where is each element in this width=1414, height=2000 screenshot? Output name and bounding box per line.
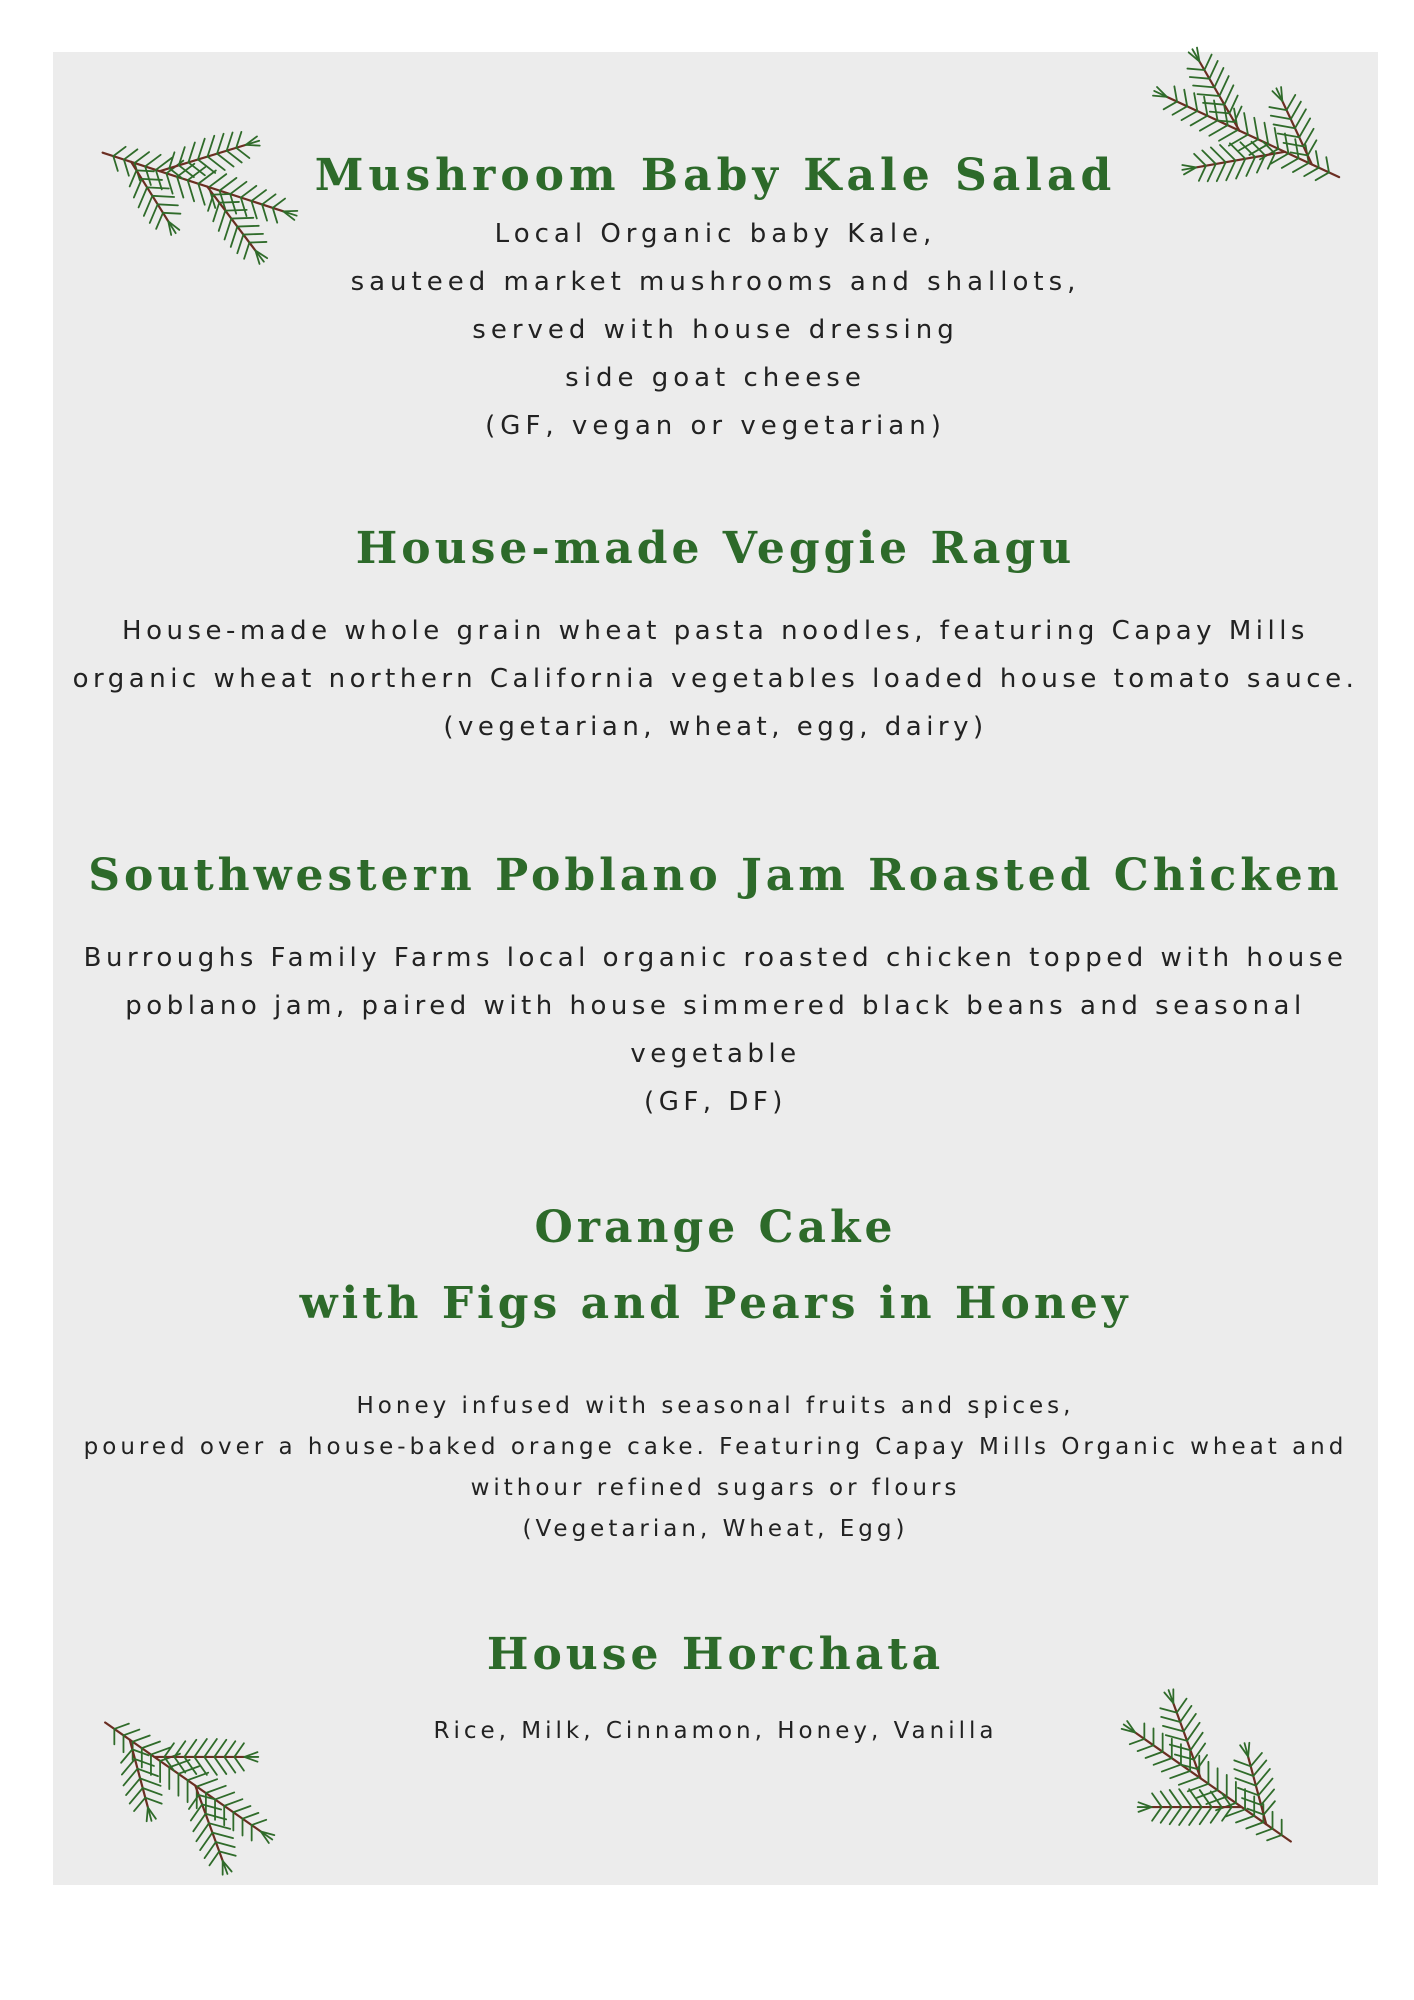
description-line: withour refined sugars or flours: [470, 1475, 961, 1501]
menu-card: [53, 52, 1378, 1885]
dish-title: [53, 511, 1378, 587]
dish-description: [53, 1386, 1378, 1550]
menu-item: [53, 838, 1378, 1126]
dish-description: [53, 1711, 1378, 1752]
dish-title: [53, 1190, 1378, 1342]
description-line: Local Organic baby Kale,: [494, 219, 937, 249]
description-line: (Vegetarian, Wheat, Egg): [522, 1516, 909, 1542]
description-line: poured over a house-baked orange cake. Featuring Capay Mills Organic wheat and: [83, 1434, 1348, 1460]
dish-title: [53, 138, 1378, 214]
dish-description: [53, 934, 1378, 1126]
description-line: organic wheat northern California vegetables loaded house tomato sauce.: [72, 664, 1359, 694]
dish-title-line: Mushroom Baby Kale Salad: [314, 150, 1117, 201]
description-line: Rice, Milk, Cinnamon, Honey, Vanilla: [433, 1718, 998, 1744]
description-line: (vegetarian, wheat, egg, dairy): [443, 712, 988, 742]
dish-description: [53, 607, 1378, 751]
menu-item: [53, 138, 1378, 450]
dish-title: [53, 1617, 1378, 1693]
dish-title-line: House Horchata: [486, 1629, 945, 1680]
dish-title-line: Southwestern Poblano Jam Roasted Chicken: [88, 850, 1343, 901]
description-line: vegetable: [630, 1039, 801, 1069]
description-line: Burroughs Family Farms local organic roasted chicken topped with house: [83, 943, 1348, 973]
description-line: poblano jam, paired with house simmered black beans and seasonal: [125, 991, 1306, 1021]
description-line: served with house dressing: [472, 315, 959, 345]
description-line: sauteed market mushrooms and shallots,: [350, 267, 1081, 297]
dish-title-line: House-made Veggie Ragu: [355, 523, 1076, 574]
menu-item: [53, 511, 1378, 751]
dish-title: [53, 838, 1378, 914]
menu-item: [53, 1190, 1378, 1550]
description-line: side goat cheese: [565, 363, 866, 393]
description-line: (GF, DF): [644, 1087, 787, 1117]
description-line: House-made whole grain wheat pasta noodles, featuring Capay Mills: [122, 616, 1309, 646]
description-line: Honey infused with seasonal fruits and spices,: [356, 1393, 1075, 1419]
menu-item: [53, 1617, 1378, 1752]
description-line: (GF, vegan or vegetarian): [485, 411, 946, 441]
dish-description: [53, 210, 1378, 450]
dish-title-line: with Figs and Pears in Honey: [299, 1278, 1132, 1329]
dish-title-line: Orange Cake: [534, 1202, 897, 1253]
